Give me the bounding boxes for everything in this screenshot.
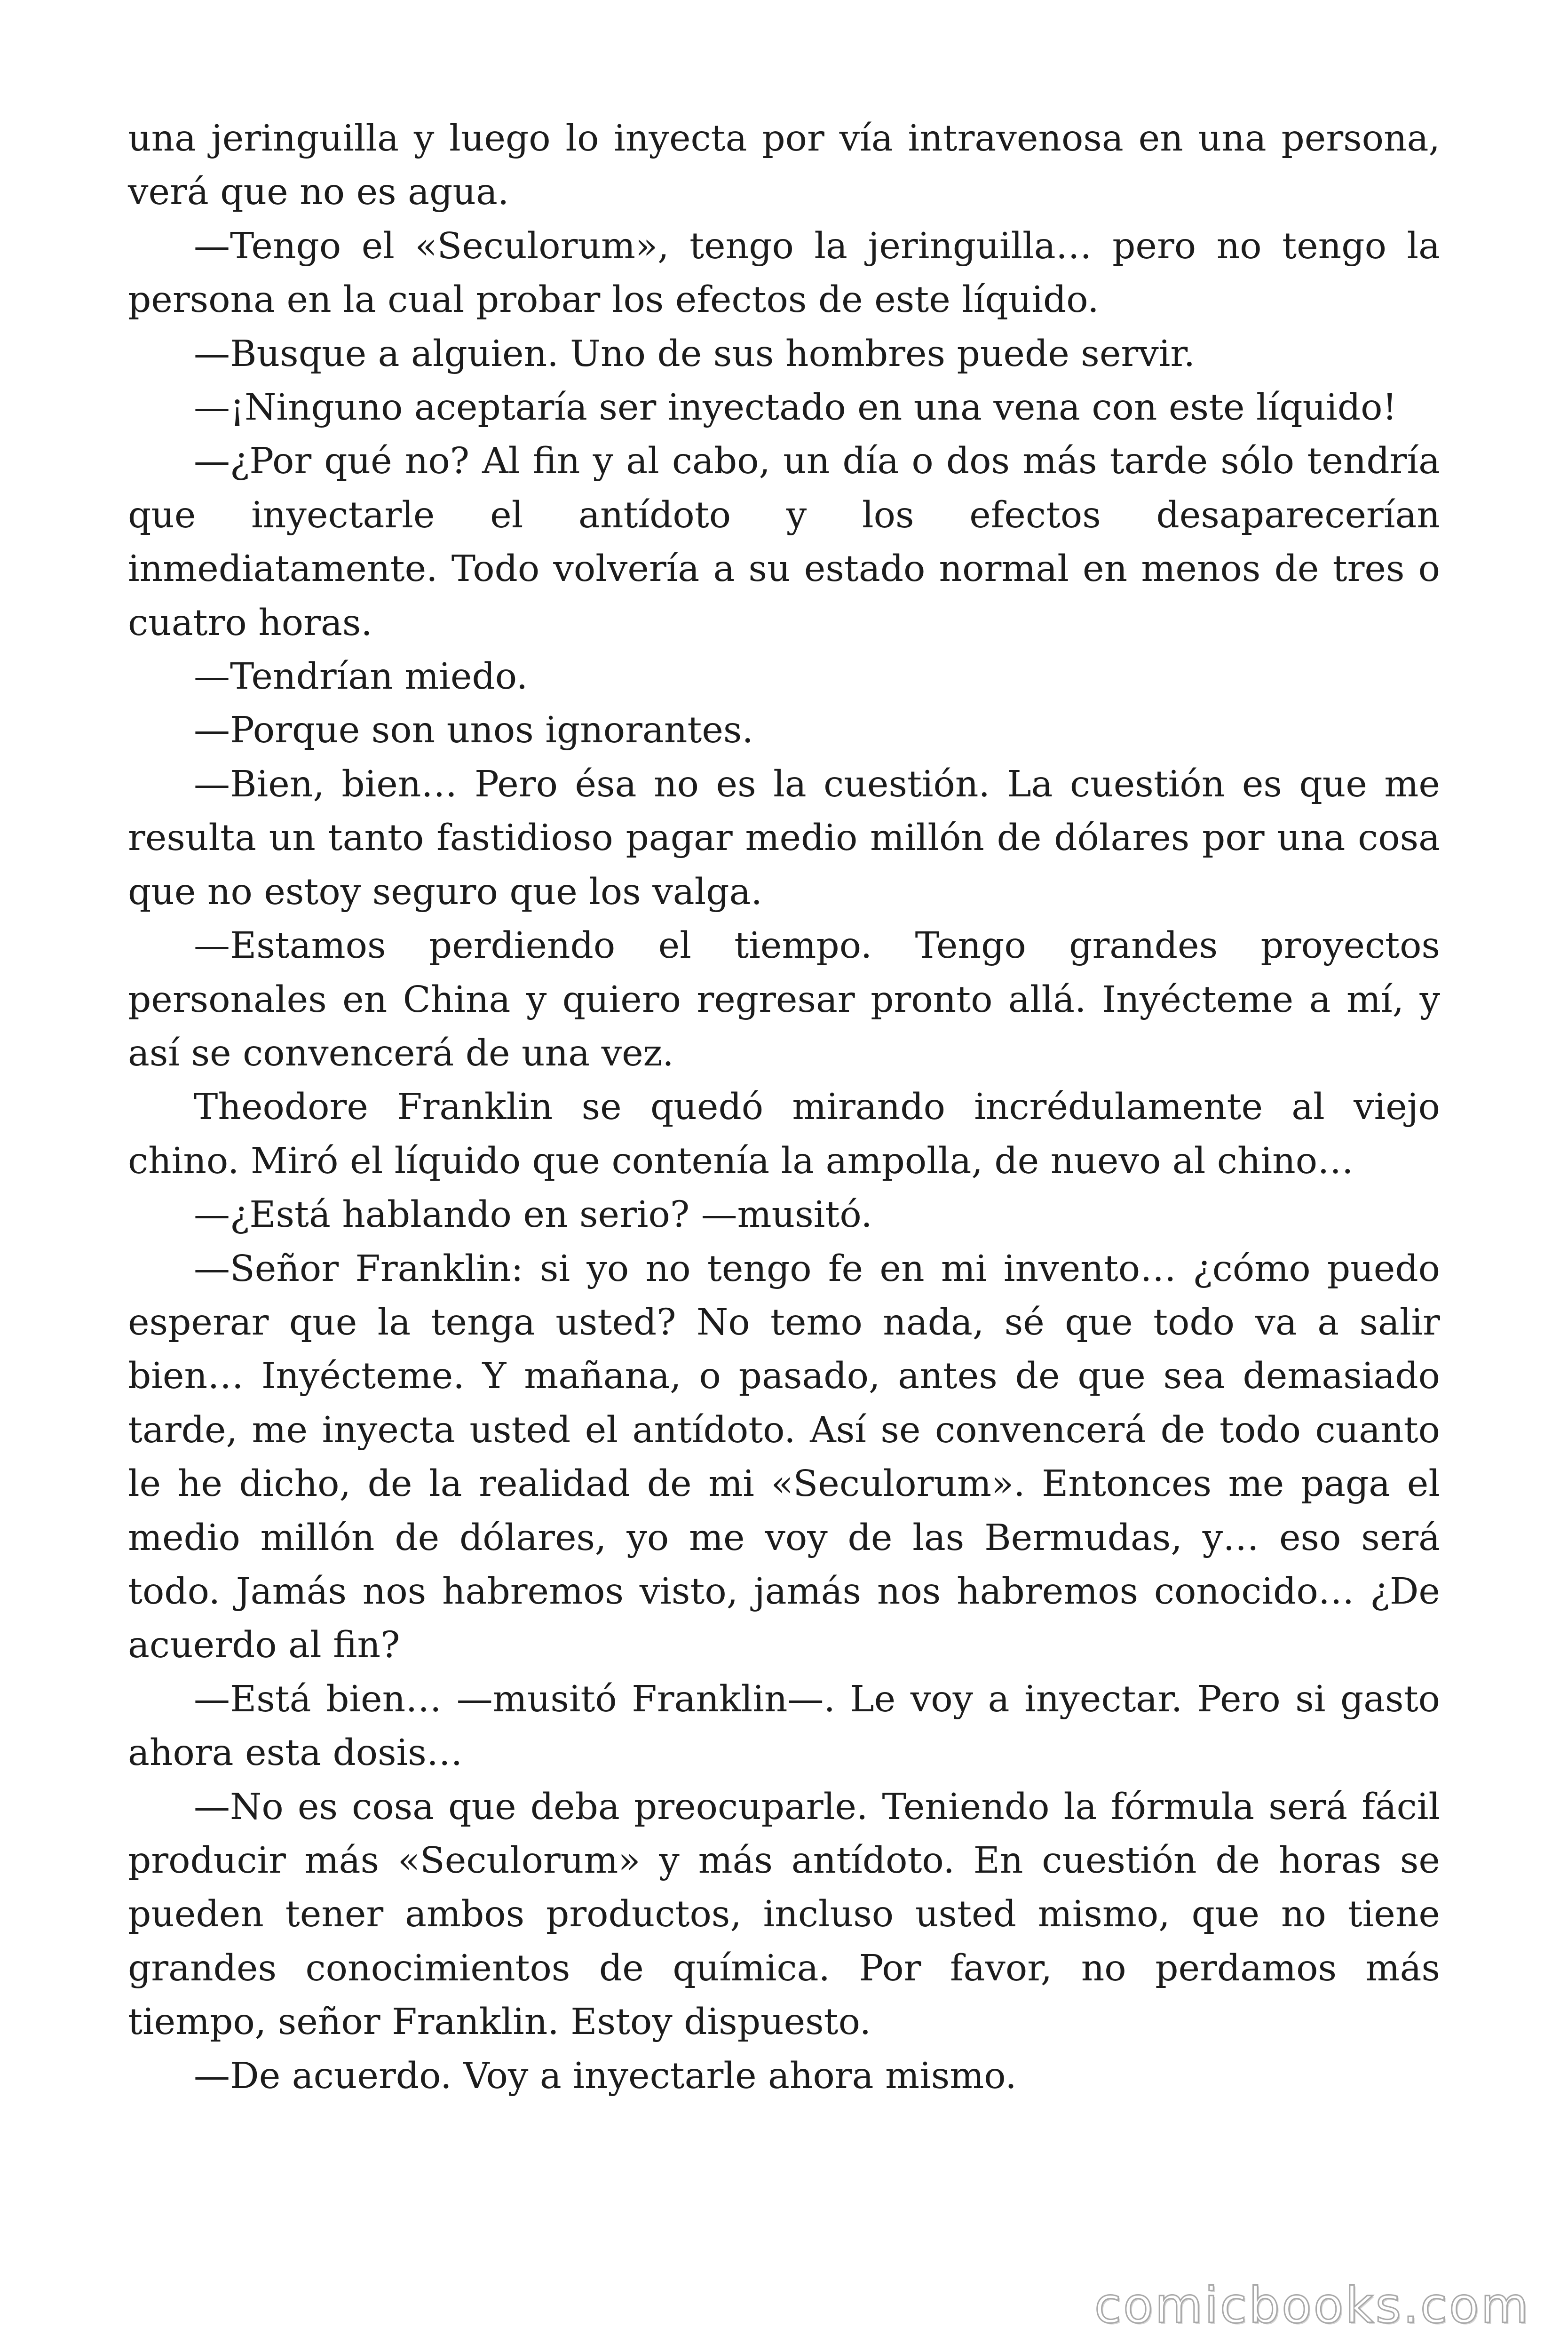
paragraph-dialogue: —Busque a alguien. Uno de sus hombres puede servir. [194,333,1196,375]
paragraph-dialogue: —Bien, bien… Pero ésa no es la cuestión. La cuestión es que me resulta un tanto fastidioso pagar medio millón de dólares por una cosa que no estoy seguro que los valga. [128,763,1440,913]
paragraph-dialogue: —Está bien… —musitó Franklin—. Le voy a inyectar. Pero si gasto ahora esta dosis… [128,1678,1440,1774]
paragraph-narration: Theodore Franklin se quedó mirando incrédulamente al viejo chino. Miró el líquido que contenía la ampolla, de nuevo al chino… [128,1086,1440,1182]
paragraph-dialogue: —¿Está hablando en serio? —musitó. [194,1194,872,1236]
paragraph-dialogue: —Porque son unos ignorantes. [194,709,753,752]
paragraph-continuation: una jeringuilla y luego lo inyecta por vía intravenosa en una persona, verá que no es agua. [128,118,1440,214]
paragraph-dialogue: —Tengo el «Seculorum», tengo la jeringuilla… pero no tengo la persona en la cual probar los efectos de este líquido. [128,225,1440,321]
watermark-logo: comicbooks.com [1094,2277,1530,2334]
paragraph-dialogue: —¿Por qué no? Al fin y al cabo, un día o dos más tarde sólo tendría que inyectarle el antídoto y los efectos desaparecerían inmediatamente. Todo volvería a su estado normal en menos de tres o cuatro horas. [128,440,1440,644]
paragraph-dialogue: —¡Ninguno aceptaría ser inyectado en una vena con este líquido! [194,387,1397,429]
paragraph-dialogue: —De acuerdo. Voy a inyectarle ahora mismo. [194,2055,1017,2097]
paragraph-dialogue: —Estamos perdiendo el tiempo. Tengo grandes proyectos personales en China y quiero regresar pronto allá. Inyécteme a mí, y así se convencerá de una vez. [128,925,1440,1074]
paragraph-dialogue: —No es cosa que deba preocuparle. Teniendo la fórmula será fácil producir más «Seculorum» y más antídoto. En cuestión de horas se pueden tener ambos productos, incluso usted mismo, que no tiene grandes conocimientos de química. Por favor, no perdamos más tiempo, señor Franklin. Estoy dispuesto. [128,1786,1440,2043]
paragraph-dialogue: —Tendrían miedo. [194,656,528,698]
paragraph-dialogue: —Señor Franklin: si yo no tengo fe en mi invento… ¿cómo puedo esperar que la tenga usted? No temo nada, sé que todo va a salir bien… Inyécteme. Y mañana, o pasado, antes de que sea demasiado tarde, me inyecta usted el antídoto. Así se convencerá de todo cuanto le he dicho, de la realidad de mi «Seculorum». Entonces me paga el medio millón de dólares, yo me voy de las Bermudas, y… eso será todo. Jamás nos habremos visto, jamás nos habremos conocido… ¿De acuerdo al fin? [128,1248,1440,1667]
page-body-text [128,112,1440,2103]
